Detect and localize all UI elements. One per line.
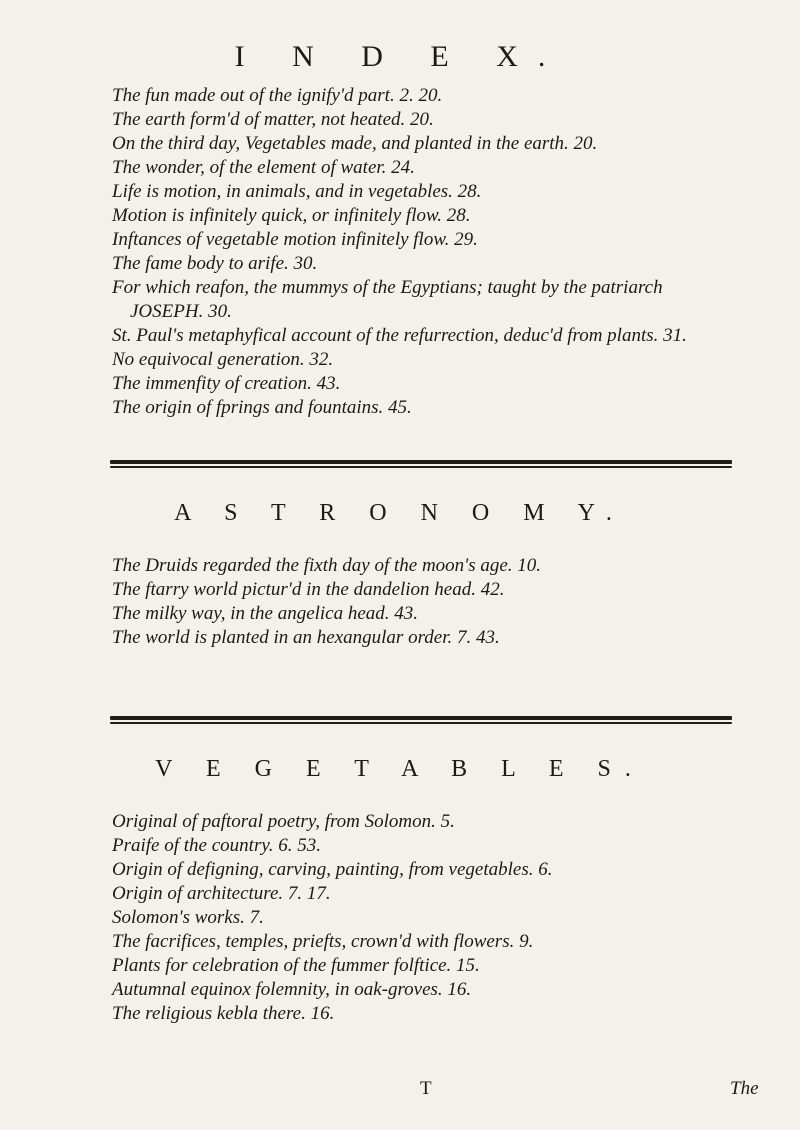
- index-entry: Life is motion, in animals, and in vegetables. 28.: [112, 181, 482, 202]
- index-entry: The fun made out of the ignify'd part. 2. 20.: [112, 85, 443, 106]
- index-entry: Motion is infinitely quick, or infinitely flow. 28.: [112, 205, 471, 226]
- index-entry: The immenfity of creation. 43.: [112, 373, 341, 394]
- index-entry: No equivocal generation. 32.: [112, 349, 334, 370]
- index-entry: The fame body to arife. 30.: [112, 253, 318, 274]
- section-heading-astronomy: A S T R O N O M Y.: [174, 500, 626, 526]
- signature-mark: T: [420, 1078, 432, 1099]
- catchword: The: [730, 1078, 759, 1099]
- section-divider: [110, 460, 732, 464]
- section-divider: [110, 716, 732, 720]
- index-entry: Inftances of vegetable motion infinitely flow. 29.: [112, 229, 478, 250]
- vegetables-entry: The religious kebla there. 16.: [112, 1003, 335, 1024]
- vegetables-entry-list: [112, 810, 732, 1026]
- index-entry-list: [112, 84, 732, 420]
- index-entry: For which reafon, the mummys of the Egyptians; taught by the patriarch JOSEPH. 30.: [112, 277, 663, 322]
- vegetables-entry: Original of paftoral poetry, from Solomon. 5.: [112, 811, 455, 832]
- section-divider: [110, 466, 732, 468]
- vegetables-entry: Origin of defigning, carving, painting, from vegetables. 6.: [112, 859, 553, 880]
- vegetables-entry: Plants for celebration of the fummer folftice. 15.: [112, 955, 480, 976]
- index-entry: St. Paul's metaphyfical account of the refurrection, deduc'd from plants. 31.: [112, 325, 687, 346]
- index-entry: The origin of fprings and fountains. 45.: [112, 397, 412, 418]
- astronomy-entry: The world is planted in an hexangular order. 7. 43.: [112, 627, 500, 648]
- astronomy-entry: The Druids regarded the fixth day of the moon's age. 10.: [112, 555, 542, 576]
- section-divider: [110, 722, 732, 724]
- page-title: I N D E X.: [234, 40, 566, 73]
- astronomy-entry: The milky way, in the angelica head. 43.: [112, 603, 419, 624]
- vegetables-entry: Autumnal equinox folemnity, in oak-groves. 16.: [112, 979, 472, 1000]
- index-entry: The earth form'd of matter, not heated. 20.: [112, 109, 434, 130]
- index-entry: The wonder, of the element of water. 24.: [112, 157, 415, 178]
- astronomy-entry-list: [112, 554, 732, 650]
- astronomy-entry: The ftarry world pictur'd in the dandelion head. 42.: [112, 579, 505, 600]
- vegetables-entry: Praife of the country. 6. 53.: [112, 835, 321, 856]
- vegetables-entry: Origin of architecture. 7. 17.: [112, 883, 331, 904]
- section-heading-vegetables: V E G E T A B L E S.: [155, 756, 645, 782]
- vegetables-entry: The facrifices, temples, priefts, crown'd with flowers. 9.: [112, 931, 534, 952]
- vegetables-entry: Solomon's works. 7.: [112, 907, 264, 928]
- index-entry: On the third day, Vegetables made, and planted in the earth. 20.: [112, 133, 598, 154]
